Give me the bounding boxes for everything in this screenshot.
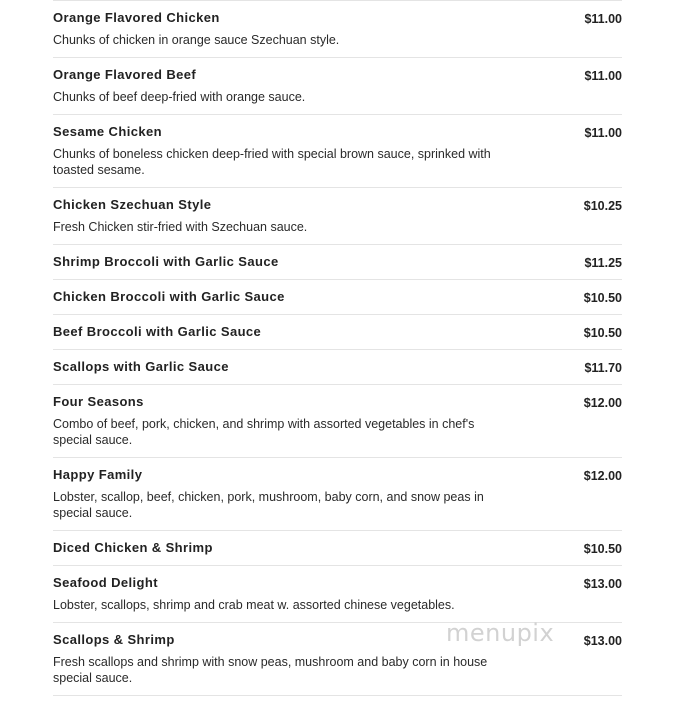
item-name: Scallops with Garlic Sauce xyxy=(53,359,229,374)
menu-item xyxy=(53,458,622,531)
item-name: Four Seasons xyxy=(53,394,144,409)
item-description: Chunks of chicken in orange sauce Szechuan style. xyxy=(53,33,340,47)
menu-item xyxy=(53,1,622,58)
item-price: $11.00 xyxy=(584,69,622,83)
item-description: Combo of beef, pork, chicken, and shrimp with assorted vegetables in chef's special sauce. xyxy=(53,417,475,447)
item-description: Lobster, scallop, beef, chicken, pork, mushroom, baby corn, and snow peas in special sauce. xyxy=(53,490,484,520)
item-name: Chicken Broccoli with Garlic Sauce xyxy=(53,289,285,304)
item-price: $10.50 xyxy=(583,542,622,556)
menu-item xyxy=(53,188,622,245)
item-price: $10.50 xyxy=(583,326,622,340)
menu-item xyxy=(53,566,622,623)
item-description: Fresh Chicken stir-fried with Szechuan sauce. xyxy=(53,220,308,234)
item-name: Beef Broccoli with Garlic Sauce xyxy=(53,324,262,339)
item-price: $11.25 xyxy=(584,256,622,270)
item-price: $10.25 xyxy=(583,199,622,213)
menu-item xyxy=(53,280,622,315)
item-name: Orange Flavored Beef xyxy=(53,67,197,82)
item-description: Chunks of beef deep-fried with orange sauce. xyxy=(53,90,306,104)
menupix-watermark: menupix xyxy=(446,619,555,647)
item-description: Chunks of boneless chicken deep-fried with special brown sauce, sprinked with toasted sesame. xyxy=(53,147,491,177)
item-price: $11.00 xyxy=(584,12,622,26)
item-description: Fresh scallops and shrimp with snow peas, mushroom and baby corn in house special sauce. xyxy=(53,655,488,685)
item-name: Seafood Delight xyxy=(53,575,158,590)
item-price: $10.50 xyxy=(583,291,622,305)
item-name: Scallops & Shrimp xyxy=(53,632,175,647)
item-name: Orange Flavored Chicken xyxy=(53,10,220,25)
menu-item xyxy=(53,385,622,458)
item-name: Shrimp Broccoli with Garlic Sauce xyxy=(53,254,279,269)
menu-list xyxy=(53,0,622,696)
item-price: $13.00 xyxy=(583,577,622,591)
item-price: $11.70 xyxy=(584,361,622,375)
item-price: $12.00 xyxy=(583,396,622,410)
item-name: Sesame Chicken xyxy=(53,124,162,139)
item-name: Chicken Szechuan Style xyxy=(53,197,212,212)
item-price: $11.00 xyxy=(584,126,622,140)
item-price: $13.00 xyxy=(583,634,622,648)
menu-item xyxy=(53,315,622,350)
menu-item xyxy=(53,531,622,566)
menu-item xyxy=(53,350,622,385)
item-price: $12.00 xyxy=(583,469,622,483)
menu-item xyxy=(53,245,622,280)
item-description: Lobster, scallops, shrimp and crab meat w. assorted chinese vegetables. xyxy=(53,598,455,612)
item-name: Happy Family xyxy=(53,467,143,482)
menu-item xyxy=(53,58,622,115)
item-name: Diced Chicken & Shrimp xyxy=(53,540,213,555)
menu-item xyxy=(53,115,622,188)
